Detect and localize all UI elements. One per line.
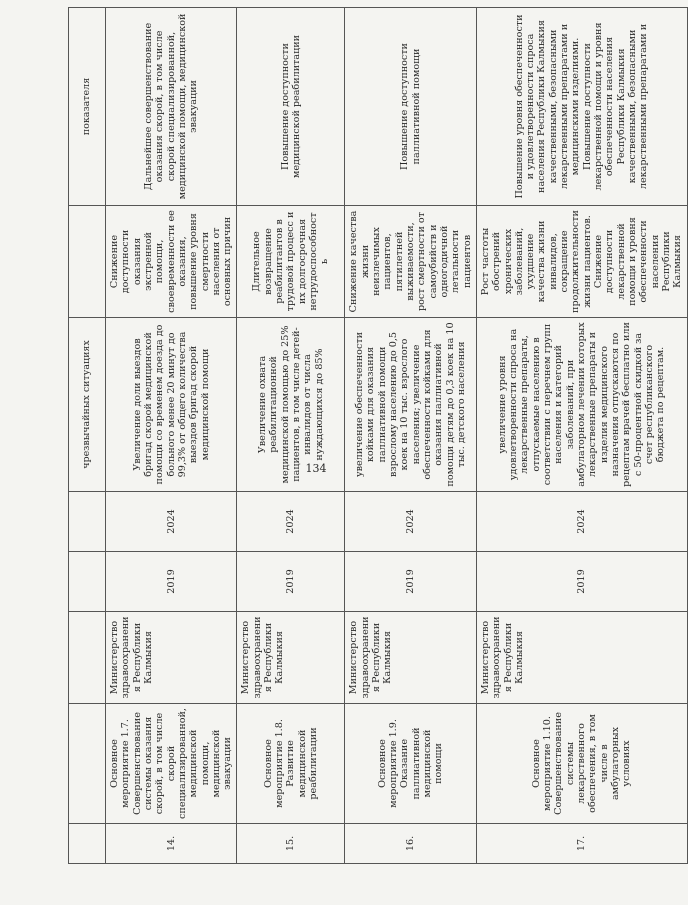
row-number: 17.: [476, 824, 687, 864]
expected-result: увеличение обеспеченности койками для оказания паллиативной помощи взрослому населению до 0,5 коек на 10 тыс. взрослого населения; увеличение обеспеченности койками для оказания паллиативной помощи детям до 0,3 коек на 10 тыс. детского населения: [345, 318, 476, 492]
executor: Министерство здравоохранения Республики Калмыкия: [476, 612, 687, 704]
executor: Министерство здравоохранения Республики Калмыкия: [237, 612, 345, 704]
consequences: Снижение качества жизни неизлечимых пациентов, пятилетней выживаемости, рост смертности от самоубийств и одногодичной летальности пациентов: [345, 206, 476, 318]
end-year: 2024: [345, 492, 476, 552]
executor: Министерство здравоохранения Республики Калмыкия: [345, 612, 476, 704]
executor: Министерство здравоохранения Республики Калмыкия: [106, 612, 237, 704]
end-year: 2024: [106, 492, 237, 552]
header-effects: чрезвычайных ситуациях: [69, 318, 106, 492]
consequences: Рост частоты обострений хронических заболеваний, ухудшение качества жизни инвалидов, сокращение продолжительности жизни пациентов. Снижение доступности лекарственной помощи и уровня обеспеченности населения Республики Калмыкия: [476, 206, 687, 318]
table-row: [237, 8, 345, 864]
table-row: [476, 8, 687, 864]
table-header-row: [69, 8, 106, 864]
start-year: 2019: [237, 552, 345, 612]
consequences: Снижение доступности оказания экстренной помощи, своевременности ее оказания, повышение уровня смертности населения от основных причин: [106, 206, 237, 318]
consequences: Длительное возвращение реабилитантов в трудовой процесс и их долгосрочная нетрудоспособность: [237, 206, 345, 318]
expected-result: Увеличение доли выездов бригад скорой медицинской помощи со временем доезда до больного менее 20 минут до 99,3% от общего количества выездов бригад скорой медицинской помощи: [106, 318, 237, 492]
table-row: [345, 8, 476, 864]
page-number: 134: [305, 462, 327, 475]
rotated-table-wrapper: [68, 8, 684, 864]
start-year: 2019: [106, 552, 237, 612]
measure-name: Основное мероприятие 1.7. Совершенствование системы оказания скорой, в том числе скорой специализированной, медицинской помощи, медицинской эвакуации: [106, 704, 237, 824]
end-year: 2024: [237, 492, 345, 552]
end-year: 2024: [476, 492, 687, 552]
link-indicator: Дальнейшее совершенствование оказания скорой, в том числе скорой специализированной, медицинской помощи, медицинской эвакуации: [106, 8, 237, 206]
table-row: [106, 8, 237, 864]
row-number: 15.: [237, 824, 345, 864]
row-number: 16.: [345, 824, 476, 864]
measures-table: [68, 7, 688, 864]
row-number: 14.: [106, 824, 237, 864]
link-indicator: Повышение доступности медицинской реабилитации: [237, 8, 345, 206]
measure-name: Основное мероприятие 1.10. Совершенствование системы лекарственного обеспечения, в том числе в амбулаторных условиях: [476, 704, 687, 824]
measure-name: Основное мероприятие 1.9. Оказание паллиативной медицинской помощи: [345, 704, 476, 824]
start-year: 2019: [345, 552, 476, 612]
link-indicator: Повышение доступности паллиативной помощи: [345, 8, 476, 206]
link-indicator: Повышение уровня обеспеченности и удовлетворенности спроса населения Республики Калмыкия качественными, безопасными лекарственными препаратами и медицинскими изделиями. Повышение доступности лекарственной помощи и уровня обеспеченности населения Республики Калмыкия качественными, безопасными лекарственными препаратами и: [476, 8, 687, 206]
expected-result: Увеличение охвата реабилитационной медицинской помощью до 25% пациентов, в том числе детей-инвалидов от числа нуждающихся до 85%: [237, 318, 345, 492]
expected-result: увеличение уровня удовлетворенности спроса на лекарственные препараты, отпускаемые населению в соответствии с перечнем групп населения и категорий заболеваний, при амбулаторном лечении которых лекарственные препараты и изделия медицинского назначения отпускаются по рецептам врачей бесплатно или с 50-процентной скидкой за счет республиканского бюджета по рецептам.: [476, 318, 687, 492]
measure-name: Основное мероприятие 1.8. Развитие медицинской реабилитации: [237, 704, 345, 824]
header-link: показателя: [69, 8, 106, 206]
start-year: 2019: [476, 552, 687, 612]
